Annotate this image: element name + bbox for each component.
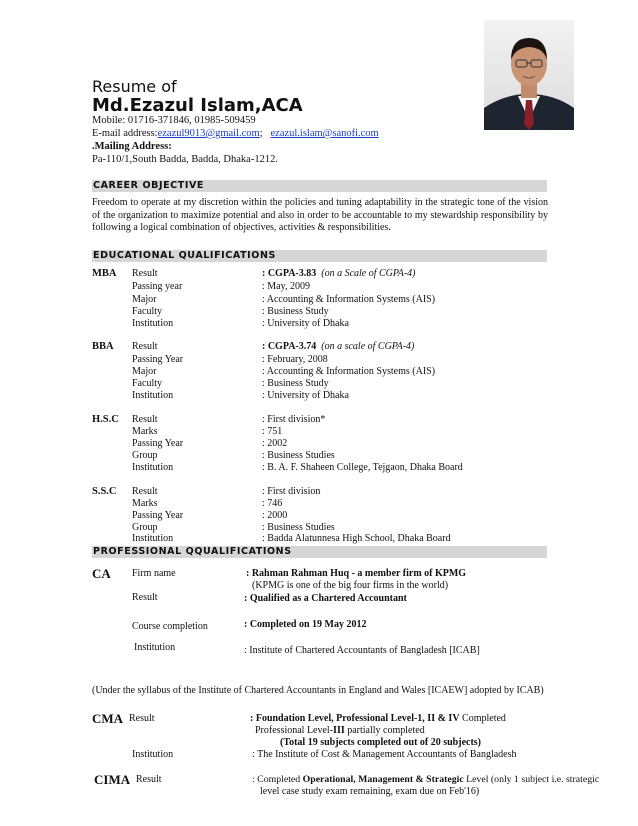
field-label: Result xyxy=(136,774,162,785)
firm-note: (KPMG is one of the big four firms in the world) xyxy=(252,580,449,591)
field-value: : 2000 xyxy=(262,510,288,521)
field-label: Faculty xyxy=(132,306,162,317)
result-value: : CGPA-3.74 (on a scale of CGPA-4) xyxy=(262,341,415,352)
career-objective-text: Freedom to operate at my discretion within the policies and tuning adaptability in the strategic tone of the vision of the organization to maximize potential and also in order to be accountable to my stewardship responsibility by following a logical combination of objectives, activities & responsibilities. xyxy=(92,197,548,233)
professional-heading: PROFESSIONAL QQUALIFICATIONS xyxy=(92,546,547,558)
field-value: : 2002 xyxy=(262,438,288,449)
result-value: : CGPA-3.83 (on a Scale of CGPA-4) xyxy=(262,268,416,279)
field-value: : First division xyxy=(262,486,321,497)
field-value: : February, 2008 xyxy=(262,354,328,365)
field-label: Institution xyxy=(132,749,174,760)
field-value: : B. A. F. Shaheen College, Tejgaon, Dhaka Board xyxy=(262,462,463,473)
field-label: Institution xyxy=(132,462,174,473)
email-label: E-mail address: xyxy=(92,128,158,139)
field-label: Marks xyxy=(132,426,158,437)
field-label: Course completion xyxy=(132,621,208,632)
degree-title: BBA xyxy=(92,341,114,352)
field-label: Major xyxy=(132,294,157,305)
email-line: E-mail address:ezazul9013@gmail.com; ezazul.islam@sanofi.com xyxy=(92,128,379,139)
field-value: : Business Studies xyxy=(262,522,335,533)
field-value: : May, 2009 xyxy=(262,281,310,292)
qualification-title: CMA xyxy=(92,711,124,726)
field-value: : Accounting & Information Systems (AIS) xyxy=(262,294,436,305)
field-label: Result xyxy=(132,268,158,279)
field-label: Major xyxy=(132,366,157,377)
firm-value: : Rahman Rahman Huq - a member firm of KPMG xyxy=(246,568,467,579)
result-value: : Qualified as a Chartered Accountant xyxy=(244,593,407,604)
field-label: Passing Year xyxy=(132,438,184,449)
field-label: Institution xyxy=(132,533,174,544)
degree-title: S.S.C xyxy=(92,486,117,497)
institution-value: : The Institute of Cost & Management Accountants of Bangladesh xyxy=(252,749,517,760)
field-label: Passing Year xyxy=(132,510,184,521)
candidate-name: Md.Ezazul Islam,ACA xyxy=(92,95,303,116)
resume-of-label: Resume of xyxy=(92,77,177,96)
field-label: Result xyxy=(129,713,155,724)
cima-result-line1: : Completed Operational, Management & Strategic Level (only 1 subject i.e. strategic xyxy=(252,774,600,785)
field-label: Institution xyxy=(134,642,176,653)
field-label: Result xyxy=(132,414,158,425)
field-label: Passing Year xyxy=(132,354,184,365)
field-label: Result xyxy=(132,486,158,497)
field-label: Firm name xyxy=(132,568,176,579)
mailing-address-label: .Mailing Address: xyxy=(92,141,172,152)
field-value: : Accounting & Information Systems (AIS) xyxy=(262,366,436,377)
field-value: : 751 xyxy=(262,426,283,437)
email-link-primary[interactable]: ezazul9013@gmail.com xyxy=(157,128,260,139)
field-label: Marks xyxy=(132,498,158,509)
field-value: : University of Dhaka xyxy=(262,390,349,401)
icaew-note: (Under the syllabus of the Institute of Chartered Accountants in England and Wales [ICAEW] adopted by ICAB) xyxy=(92,685,544,696)
field-label: Institution xyxy=(132,318,174,329)
cma-result-line2: Professional Level-III partially completed xyxy=(255,725,425,736)
field-value: : Business Studies xyxy=(262,450,335,461)
portrait-image xyxy=(484,20,574,130)
cma-result-line3: (Total 19 subjects completed out of 20 subjects) xyxy=(280,737,482,748)
field-label: Faculty xyxy=(132,378,162,389)
qualification-title: CA xyxy=(92,566,111,581)
mobile-line: Mobile: 01716-371846, 01985-509459 xyxy=(92,115,256,126)
mailing-address: Pa-110/1,South Badda, Badda, Dhaka-1212. xyxy=(92,154,278,165)
course-value: : Completed on 19 May 2012 xyxy=(244,619,367,630)
qualification-title: CIMA xyxy=(94,772,131,787)
field-value: : University of Dhaka xyxy=(262,318,349,329)
field-label: Result xyxy=(132,592,158,603)
profile-photo xyxy=(484,20,574,130)
field-label: Institution xyxy=(132,390,174,401)
email-link-secondary[interactable]: ezazul.islam@sanofi.com xyxy=(270,128,379,139)
degree-title: MBA xyxy=(92,268,117,279)
career-objective-heading: CAREER OBJECTIVE xyxy=(92,180,547,192)
field-value: : Business Study xyxy=(262,378,329,389)
degree-title: H.S.C xyxy=(92,414,119,425)
field-label: Result xyxy=(132,341,158,352)
cma-result-line1: : Foundation Level, Professional Level-1, II & IV Completed xyxy=(250,713,506,724)
field-label: Group xyxy=(132,522,158,533)
field-label: Passing year xyxy=(132,281,183,292)
institution-value: : Institute of Chartered Accountants of Bangladesh [ICAB] xyxy=(244,645,480,656)
field-value: : Badda Alatunnesa High School, Dhaka Board xyxy=(262,533,451,544)
cima-result-line2: level case study exam remaining, exam due on Feb'16) xyxy=(260,786,480,797)
field-value: : Business Study xyxy=(262,306,329,317)
education-heading: EDUCATIONAL QUALIFICATIONS xyxy=(92,250,547,262)
field-label: Group xyxy=(132,450,158,461)
field-value: : First division* xyxy=(262,414,326,425)
field-value: : 746 xyxy=(262,498,283,509)
